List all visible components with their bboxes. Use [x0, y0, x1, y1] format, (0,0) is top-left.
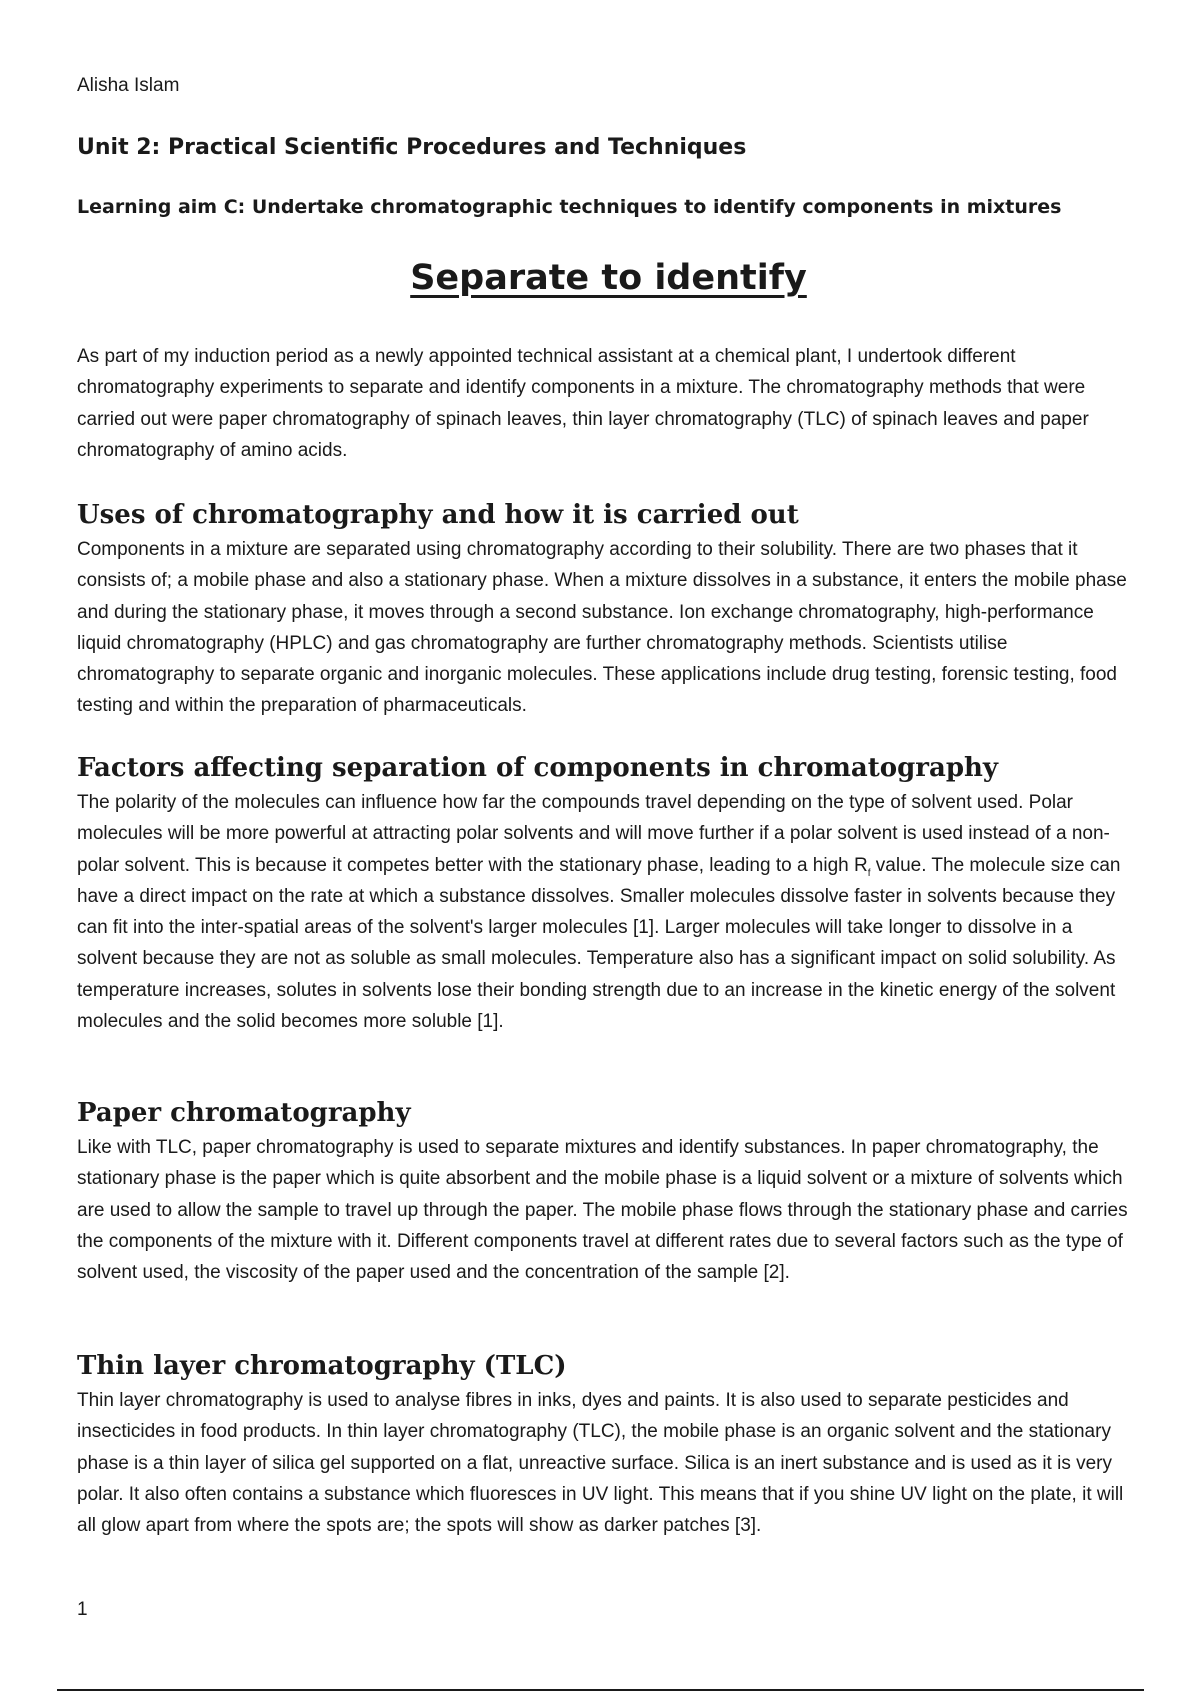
heading-uses: Uses of chromatography and how it is carried out	[77, 500, 799, 530]
unit-title: Unit 2: Practical Scientific Procedures and Techniques	[77, 135, 747, 160]
paragraph-factors-part1: The polarity of the molecules can influence how far the compounds travel depending on the type of solvent used. Polar molecules will be more powerful at attracting polar solvents and will move further if a polar solvent is used instead of a non-polar solvent. This is because it competes better with the stationary phase, leading to a high R	[77, 792, 1110, 876]
heading-tlc: Thin layer chromatography (TLC)	[77, 1351, 567, 1381]
paragraph-uses: Components in a mixture are separated using chromatography according to their solubility. There are two phases that it consists of; a mobile phase and also a stationary phase. When a mixture dissolves in a substance, it enters the mobile phase and during the stationary phase, it moves through a second substance. Ion exchange chromatography, high-performance liquid chromatography (HPLC) and gas chromatography are further chromatography methods. Scientists utilise chromatography to separate organic and inorganic molecules. These applications include drug testing, forensic testing, food testing and within the preparation of pharmaceuticals.	[77, 539, 1127, 717]
paragraph-factors-part2: value. The molecule size can have a direct impact on the rate at which a substance dissolves. Smaller molecules dissolve faster in solvents because they can fit into the inter-spatial areas of the solvent's larger molecules [1]. Larger molecules will take longer to dissolve in a solvent because they are not as soluble as small molecules. Temperature also has a significant impact on solid solubility. As temperature increases, solutes in solvents lose their bonding strength due to an increase in the kinetic energy of the solvent molecules and the solid becomes more soluble [1].	[77, 854, 1121, 1033]
paragraph-paper: Like with TLC, paper chromatography is used to separate mixtures and identify substances. In paper chromatography, the stationary phase is the paper which is quite absorbent and the mobile phase is a liquid solvent or a mixture of solvents which are used to allow the sample to travel up through the paper. The mobile phase flows through the stationary phase and carries the components of the mixture with it. Different components travel at different rates due to several factors such as the type of solvent used, the viscosity of the paper used and the concentration of the sample [2].	[77, 1137, 1128, 1284]
intro-paragraph: As part of my induction period as a newly appointed technical assistant at a chemical plant, I undertook different chromatography experiments to separate and identify components in a mixture. The chromatography methods that were carried out were paper chromatography of spinach leaves, thin layer chromatography (TLC) of spinach leaves and paper chromatography of amino acids.	[77, 346, 1089, 461]
document-title: Separate to identify	[410, 258, 807, 298]
heading-factors: Factors affecting separation of components in chromatography	[77, 753, 999, 783]
author-name: Alisha Islam	[77, 75, 180, 96]
paragraph-factors	[77, 787, 1132, 1037]
learning-aim: Learning aim C: Undertake chromatographic techniques to identify components in mixtures	[77, 196, 1062, 218]
footer-divider	[57, 1689, 1144, 1691]
rf-subscript: f	[867, 867, 871, 879]
heading-paper: Paper chromatography	[77, 1098, 411, 1128]
page-number: 1	[77, 1599, 88, 1620]
paragraph-tlc: Thin layer chromatography is used to analyse fibres in inks, dyes and paints. It is also used to separate pesticides and insecticides in food products. In thin layer chromatography (TLC), the mobile phase is an organic solvent and the stationary phase is a thin layer of silica gel supported on a flat, unreactive surface. Silica is an inert substance and is used as it is very polar. It also often contains a substance which fluoresces in UV light. This means that if you shine UV light on the plate, it will all glow apart from where the spots are; the spots will show as darker patches [3].	[77, 1390, 1124, 1537]
